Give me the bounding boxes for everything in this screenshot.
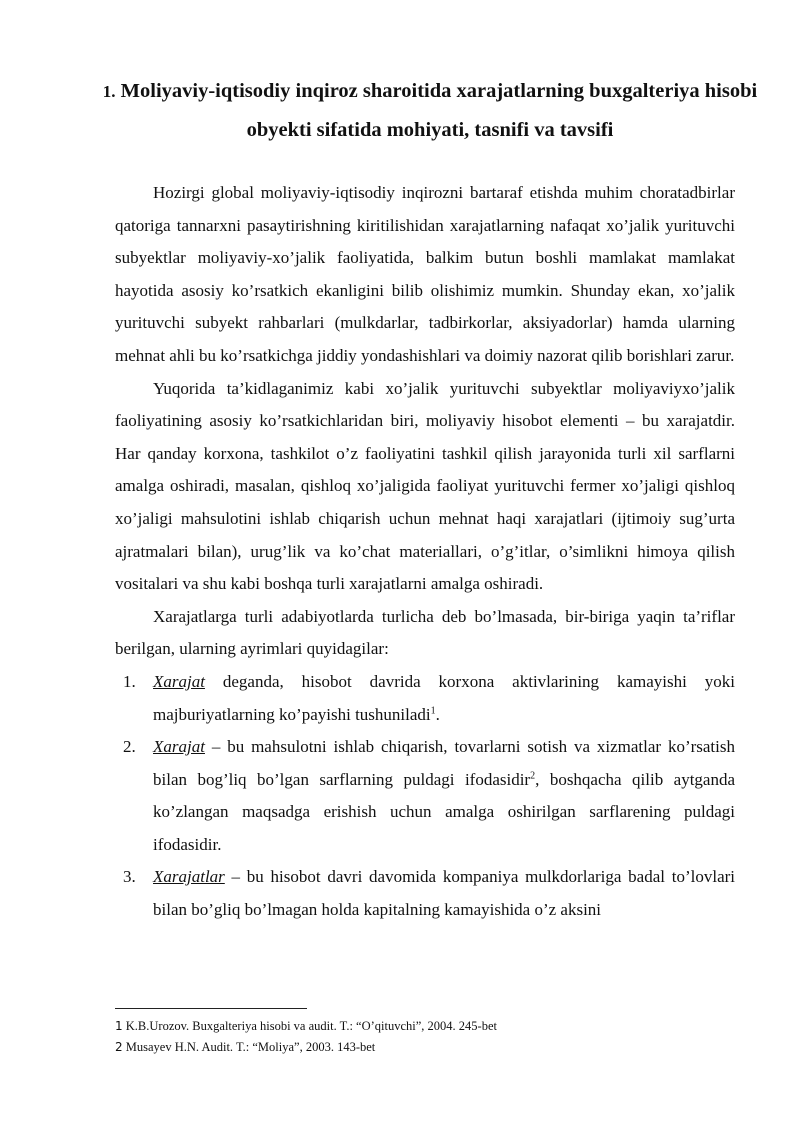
paragraph: Yuqorida ta’kidlaganimiz kabi xo’jalik yurituvchi subyektlar moliyaviyxo’jalik faoliyatining asosiy ko’rsatkichlaridan biri, moliyaviy hisobot elementi – bu xarajatdir. Har qanday korxona, tashkilot o’z faoliyatini tashkil qilish jarayonida turli xil sarflarni amalga oshiradi, masalan, qishloq xo’jaligida faoliyat yurituvchi fermer xo’jaligi qishloq xo’jaligi mahsulotini ishlab chiqarish uchun mehnat haqi xarajatlari (ijtimoiy sug’urta ajratmalari bilan), urug’lik va ko’chat materiallari, o’g’itlar, o’simlikni himoya qilish vositalari va shu kabi boshqa turli xarajatlarni amalga oshiradi. bbox=[115, 378, 735, 594]
footnote-separator bbox=[115, 1008, 307, 1009]
definition-text: deganda, hisobot davrida korxona aktivlarining kamayishi yoki majburiyatlarning ko’payishi tushuniladi bbox=[153, 671, 735, 724]
defined-term: Xarajatlar bbox=[153, 867, 225, 887]
paragraph: Xarajatlarga turli adabiyotlarda turlicha deb bo’lmasada, bir-biriga yaqin ta’riflar berilgan, ularning ayrimlari quyidagilar: bbox=[115, 606, 735, 659]
paragraph: Hozirgi global moliyaviy-iqtisodiy inqirozni bartaraf etishda muhim choratadbirlar qatoriga tannarxni pasaytirishning kiritilishidan xarajatlarning nafaqat xo’jalik yurituvchi subyektlar moliyaviy-xo’jalik faoliyatida, balkim butun boshli mamlakat mamlakat hayotida asosiy ko’rsatkich ekanligini bilib olishimiz mumkin. Shunday ekan, xo’jalik yurituvchi subyekt rahbarlari (mulkdarlar, tadbirkorlar, aksiyadorlar) hamda ularning mehnat ahli bu ko’rsatkichga jiddiy yondashishlari va doimiy nazorat qilib borishlari zarur. bbox=[115, 183, 735, 365]
defined-term: Xarajat bbox=[153, 671, 205, 691]
footnote bbox=[115, 1037, 735, 1058]
definition-text: – bu hisobot davri davomida kompaniya mulkdorlariga badal to’lovlari bilan bo’gliq bo’lmagan holda kapitalning kamayishida o’z aksini bbox=[153, 867, 735, 920]
footnote-text: Musayev H.N. Audit. T.: “Moliya”, 2003. 143-bet bbox=[122, 1040, 376, 1054]
document-body bbox=[115, 177, 735, 927]
list-item bbox=[115, 861, 735, 926]
list-item bbox=[115, 666, 735, 731]
footnote-text: K.B.Urozov. Buxgalteriya hisobi va audit. T.: “O’qituvchi”, 2004. 245-bet bbox=[122, 1019, 497, 1033]
list-number: 2. bbox=[123, 737, 136, 757]
footnote-number: 2 bbox=[115, 1040, 123, 1054]
list-number: 1. bbox=[123, 671, 136, 691]
section-title: Moliyaviy-iqtisodiy inqiroz sharoitida xarajatlarning buxgalteriya hisobi obyekti sifatida mohiyati, tasnifi va tavsifi bbox=[120, 80, 758, 141]
definition-text: – bu mahsulotni ishlab chiqarish, tovarlarni sotish va xizmatlar ko’rsatish bilan bog’liq bo’lgan sarflarning puldagi ifodasidir bbox=[153, 737, 735, 789]
footnote-number: 1 bbox=[115, 1019, 123, 1033]
list-number: 3. bbox=[123, 867, 136, 887]
definition-text-continued: . bbox=[435, 704, 440, 724]
footnote bbox=[115, 1016, 735, 1037]
section-heading bbox=[80, 72, 780, 149]
definition-list bbox=[115, 666, 735, 927]
defined-term: Xarajat bbox=[153, 737, 205, 757]
list-item bbox=[115, 731, 735, 861]
footnotes bbox=[115, 1016, 735, 1058]
definition-text-continued: , boshqacha qilib aytganda ko’zlangan maqsadga erishish uchun amalga oshirilgan sarflarening puldagi ifodasidir. bbox=[153, 769, 736, 854]
section-number: 1. bbox=[102, 82, 116, 101]
footnote-reference[interactable]: 1 bbox=[430, 704, 436, 716]
footnote-reference[interactable]: 2 bbox=[530, 770, 536, 782]
